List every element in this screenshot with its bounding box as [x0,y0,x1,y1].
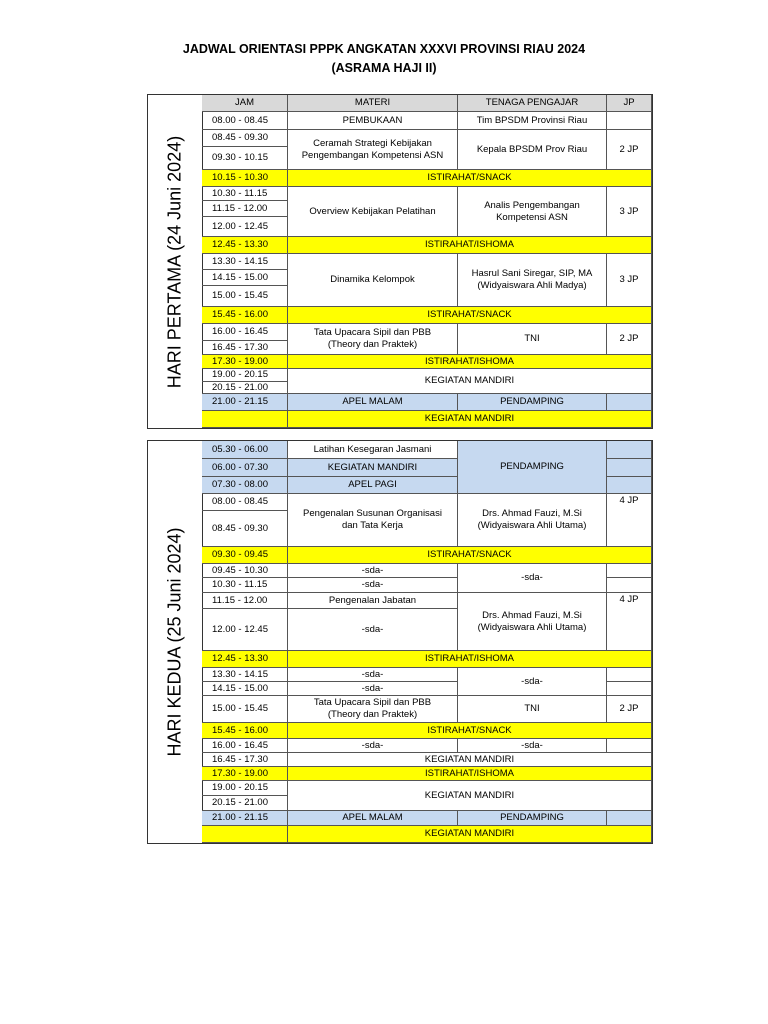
jp-cell [607,578,652,593]
pengajar-cell: Hasrul Sani Siregar, SIP, MA (Widyaiswara Ahli Madya) [458,254,607,307]
jam-cell: 16.45 - 17.30 [202,753,288,767]
jam-cell: 16.00 - 16.45 [202,324,288,341]
jam-cell: 16.00 - 16.45 [202,739,288,753]
jam-cell: 19.00 - 20.15 [202,781,288,796]
materi-cell: -sda- [288,739,458,753]
header-materi: MATERI [288,95,458,112]
jp-cell [607,811,652,826]
jp-cell [607,112,652,130]
jam-cell: 08.00 - 08.45 [202,494,288,511]
materi-cell: KEGIATAN MANDIRI [288,781,652,811]
jam-cell: 12.45 - 13.30 [202,237,288,254]
jam-cell: 13.30 - 14.15 [202,668,288,682]
header-pengajar: TENAGA PENGAJAR [458,95,607,112]
jp-cell [607,668,652,682]
jam-cell: 09.30 - 09.45 [202,547,288,564]
jam-cell: 14.15 - 15.00 [202,270,288,286]
day2-label: HARI KEDUA (25 Juni 2024) [164,527,185,757]
document-subtitle: (ASRAMA HAJI II) [331,61,437,75]
materi-cell: -sda- [288,609,458,651]
jam-cell: 14.15 - 15.00 [202,682,288,696]
pengajar-cell: Kepala BPSDM Prov Riau [458,130,607,170]
jam-cell: 17.30 - 19.00 [202,767,288,781]
pengajar-cell: PENDAMPING [458,394,607,411]
materi-cell: Pengenalan Jabatan [288,593,458,609]
jam-cell: 12.45 - 13.30 [202,651,288,668]
materi-cell: APEL MALAM [288,811,458,826]
jam-cell: 05.30 - 06.00 [202,441,288,459]
break-cell: ISTIRAHAT/SNACK [288,547,652,564]
jp-cell: 3 JP [607,254,652,307]
break-cell: ISTIRAHAT/ISHOMA [288,651,652,668]
jp-cell: 2 JP [607,130,652,170]
pengajar-cell: TNI [458,696,607,723]
materi-cell: Tata Upacara Sipil dan PBB (Theory dan Praktek) [288,696,458,723]
materi-cell: KEGIATAN MANDIRI [288,753,652,767]
day1-schedule [147,94,653,429]
jam-cell: 21.00 - 21.15 [202,394,288,411]
materi-cell: Tata Upacara Sipil dan PBB (Theory dan Praktek) [288,324,458,355]
jp-cell [607,564,652,578]
materi-cell: Ceramah Strategi Kebijakan Pengembangan Kompetensi ASN [288,130,458,170]
break-cell: ISTIRAHAT/SNACK [288,723,652,739]
break-cell: ISTIRAHAT/SNACK [288,307,652,324]
jam-cell: 08.45 - 09.30 [202,511,288,547]
jam-cell: 11.15 - 12.00 [202,201,288,217]
materi-cell: -sda- [288,668,458,682]
day1-label: HARI PERTAMA (24 Juni 2024) [164,135,185,388]
jam-cell: 10.30 - 11.15 [202,187,288,201]
jp-cell [607,682,652,696]
materi-cell: Overview Kebijakan Pelatihan [288,187,458,237]
jam-cell: 21.00 - 21.15 [202,811,288,826]
materi-cell: KEGIATAN MANDIRI [288,411,652,428]
materi-cell: KEGIATAN MANDIRI [288,459,458,477]
materi-cell: -sda- [288,564,458,578]
day2-side [148,441,203,843]
pengajar-cell: -sda- [458,668,607,696]
header-jam: JAM [202,95,288,112]
jam-cell: 09.45 - 10.30 [202,564,288,578]
jp-cell: 4 JP [607,494,652,547]
jam-cell: 09.30 - 10.15 [202,147,288,170]
jam-cell: 08.00 - 08.45 [202,112,288,130]
jam-cell: 12.00 - 12.45 [202,217,288,237]
materi-cell: APEL MALAM [288,394,458,411]
materi-cell: KEGIATAN MANDIRI [288,369,652,394]
break-cell: ISTIRAHAT/ISHOMA [288,767,652,781]
materi-cell: Pengenalan Susunan Organisasi dan Tata Kerja [288,494,458,547]
jp-cell: 2 JP [607,696,652,723]
pengajar-cell: -sda- [458,564,607,593]
materi-cell: Dinamika Kelompok [288,254,458,307]
jam-cell: 07.30 - 08.00 [202,477,288,494]
jp-cell [607,394,652,411]
jam-cell: 15.00 - 15.45 [202,286,288,307]
jam-cell: 08.45 - 09.30 [202,130,288,147]
jam-cell: 11.15 - 12.00 [202,593,288,609]
jam-cell: 10.30 - 11.15 [202,578,288,593]
materi-cell: -sda- [288,682,458,696]
jam-cell: 16.45 - 17.30 [202,341,288,355]
jam-cell: 15.00 - 15.45 [202,696,288,723]
day2-schedule [147,440,653,844]
jp-cell: 2 JP [607,324,652,355]
jp-cell: 3 JP [607,187,652,237]
materi-cell: -sda- [288,578,458,593]
jam-cell: 10.15 - 10.30 [202,170,288,187]
jam-cell: 15.45 - 16.00 [202,723,288,739]
jam-cell-empty [202,826,288,843]
break-cell: ISTIRAHAT/ISHOMA [288,237,652,254]
jp-cell [607,739,652,753]
jp-cell [607,459,652,477]
day1-side [148,95,203,428]
jam-cell: 17.30 - 19.00 [202,355,288,369]
pengajar-cell: Tim BPSDM Provinsi Riau [458,112,607,130]
document-title: JADWAL ORIENTASI PPPK ANGKATAN XXXVI PROVINSI RIAU 2024 [182,42,586,56]
break-cell: ISTIRAHAT/SNACK [288,170,652,187]
pengajar-cell: Drs. Ahmad Fauzi, M.Si (Widyaiswara Ahli Utama) [458,593,607,651]
materi-cell: PEMBUKAAN [288,112,458,130]
jp-cell [607,477,652,494]
jam-cell: 15.45 - 16.00 [202,307,288,324]
jam-cell: 12.00 - 12.45 [202,609,288,651]
header-jp: JP [607,95,652,112]
pengajar-cell: Drs. Ahmad Fauzi, M.Si (Widyaiswara Ahli Utama) [458,494,607,547]
jam-cell: 19.00 - 20.15 [202,369,288,382]
jp-cell: 4 JP [607,593,652,651]
materi-cell: APEL PAGI [288,477,458,494]
break-cell: ISTIRAHAT/ISHOMA [288,355,652,369]
pengajar-cell: TNI [458,324,607,355]
jam-cell: 13.30 - 14.15 [202,254,288,270]
jp-cell [607,441,652,459]
pengajar-cell: PENDAMPING [458,811,607,826]
materi-cell: KEGIATAN MANDIRI [288,826,652,843]
pengajar-cell: Analis Pengembangan Kompetensi ASN [458,187,607,237]
pengajar-cell: -sda- [458,739,607,753]
jam-cell: 06.00 - 07.30 [202,459,288,477]
pengajar-cell: PENDAMPING [458,441,607,494]
jam-cell: 20.15 - 21.00 [202,382,288,394]
jam-cell: 20.15 - 21.00 [202,796,288,811]
jam-cell-empty [202,411,288,428]
materi-cell: Latihan Kesegaran Jasmani [288,441,458,459]
